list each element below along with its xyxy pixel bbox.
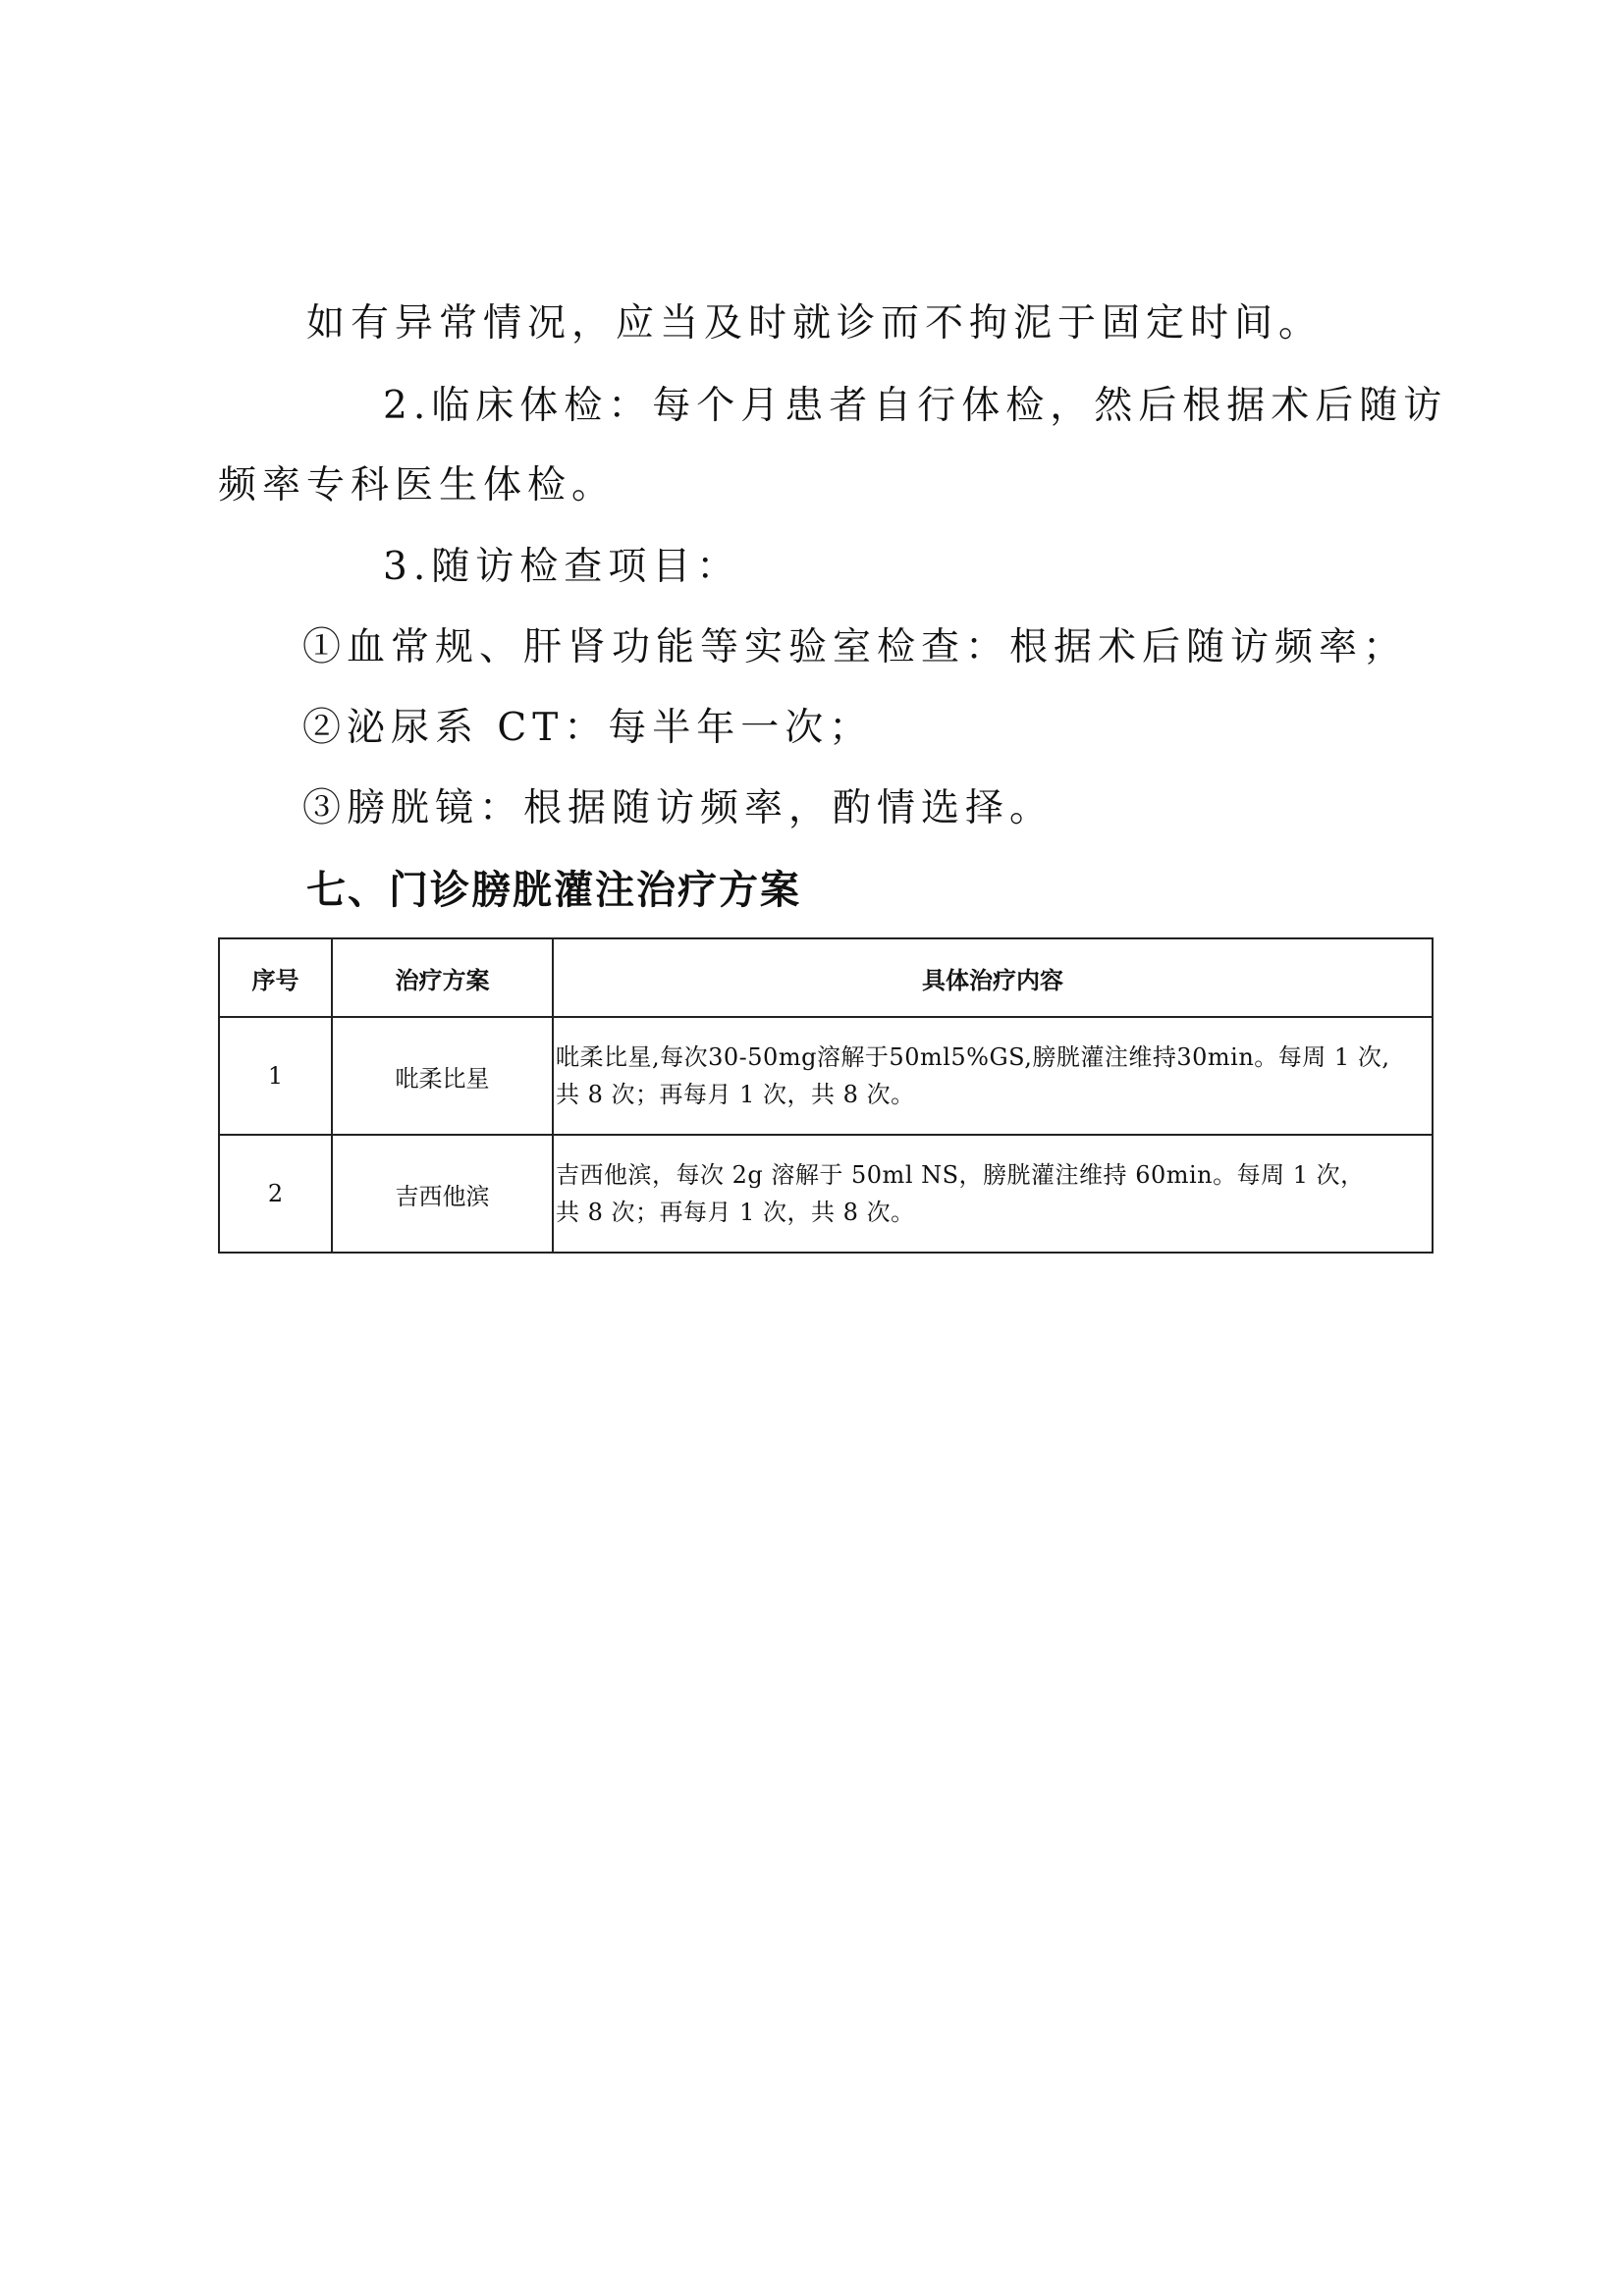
row-detail-line: 吉西他滨，每次 2g 溶解于 50ml NS，膀胱灌注维持 60min。每周 1 次， [556, 1161, 1365, 1189]
paragraph-clinical-exam-line2: 频率专科医生体检。 [218, 463, 617, 507]
paragraph-followup-items-title: 3.随访检查项目： [383, 545, 741, 589]
row-index: 1 [219, 1017, 332, 1135]
followup-item-cystoscopy: ③膀胱镜：根据随访频率，酌情选择。 [302, 786, 1055, 830]
row-detail-line: 共 8 次；再每月 1 次，共 8 次。 [556, 1081, 915, 1108]
row-detail [553, 1017, 1433, 1135]
row-index: 2 [219, 1135, 332, 1253]
row-detail [553, 1135, 1433, 1253]
header-index: 序号 [219, 938, 332, 1017]
table-row [219, 1017, 1433, 1135]
table-header-row [219, 938, 1433, 1017]
paragraph-clinical-exam-line1: 2.临床体检：每个月患者自行体检，然后根据术后随访 [383, 384, 1448, 428]
followup-item-ct: ②泌尿系 CT：每半年一次； [302, 706, 874, 750]
row-detail-line: 吡柔比星,每次30-50mg溶解于50ml5%GS,膀胱灌注维持30min。每周 1 次, [556, 1043, 1390, 1071]
row-detail-line: 共 8 次；再每月 1 次，共 8 次。 [556, 1199, 915, 1226]
row-plan: 吡柔比星 [332, 1017, 553, 1135]
instillation-plan-table [218, 937, 1434, 1254]
paragraph-followup-timing: 如有异常情况，应当及时就诊而不拘泥于固定时间。 [306, 301, 1324, 346]
followup-item-lab-tests: ①血常规、肝肾功能等实验室检查：根据术后随访频率； [302, 625, 1408, 669]
table-row [219, 1135, 1433, 1253]
section-heading-bladder-instillation: 七、门诊膀胱灌注治疗方案 [306, 868, 801, 913]
header-plan: 治疗方案 [332, 938, 553, 1017]
header-detail: 具体治疗内容 [553, 938, 1433, 1017]
row-plan: 吉西他滨 [332, 1135, 553, 1253]
